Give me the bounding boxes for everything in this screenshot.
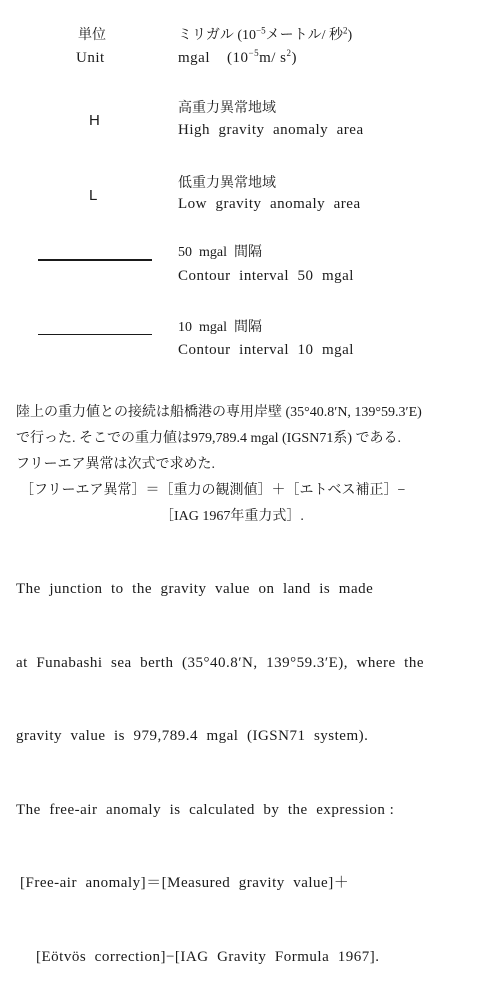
unit-label-jp: 単位	[78, 28, 106, 43]
notes-jp-line: フリーエア異常は次式で求めた.	[16, 457, 215, 472]
unit-value-jp-exp2: 2	[343, 25, 348, 36]
unit-value-en-exp: −5	[248, 48, 260, 58]
unit-value-jp-exp: −5	[256, 25, 266, 36]
unit-value-jp-post: )	[347, 28, 353, 43]
unit-value-en	[178, 50, 297, 67]
contour50-label-jp: 50 mgal 間隔	[178, 245, 262, 260]
low-symbol: L	[89, 187, 98, 204]
unit-value-en-post: )	[291, 50, 298, 66]
high-label-en: High gravity anomaly area	[178, 122, 364, 138]
notes-jp-line: 陸上の重力値との接続は船橋港の専用岸壁 (35°40.8′N, 139°59.3′E)	[16, 405, 422, 420]
contour50-label-en: Contour interval 50 mgal	[178, 268, 354, 284]
notes-en-line: gravity value is 979,789.4 mgal (IGSN71 system).	[16, 728, 369, 744]
notes-jp-line: ［フリーエア異常］＝［重力の観測値］＋［エトベス補正］−	[20, 483, 406, 498]
notes-en	[16, 528, 486, 994]
notes-jp-line: ［IAG 1967年重力式］.	[160, 509, 304, 524]
unit-value-jp	[178, 24, 352, 44]
notes-en-line: at Funabashi sea berth (35°40.8′N, 139°59.3′E), where the	[16, 654, 424, 671]
unit-label-en: Unit	[76, 50, 105, 66]
unit-value-en-pre: mgal (10	[178, 50, 249, 66]
high-symbol: H	[89, 112, 100, 129]
notes-jp-line: で行った. そこでの重力値は979,789.4 mgal (IGSN71系) である.	[16, 431, 401, 446]
contour10-label-jp: 10 mgal 間隔	[178, 320, 262, 335]
contour10-label-en: Contour interval 10 mgal	[178, 342, 354, 358]
unit-value-jp-mid: メートル/ 秒	[265, 28, 343, 43]
unit-value-en-mid: m/ s	[259, 50, 287, 66]
contour-10-line-sample	[38, 334, 152, 335]
unit-value-jp-pre: ミリガル (10	[178, 28, 257, 43]
low-label-jp: 低重力異常地域	[178, 176, 276, 191]
notes-en-line: The junction to the gravity value on land is made	[16, 581, 374, 597]
unit-value-en-exp2: 2	[286, 48, 292, 58]
notes-en-line: [Free-air anomaly]＝[Measured gravity value]＋	[20, 875, 350, 891]
notes-jp	[16, 400, 486, 530]
notes-en-line: The free-air anomaly is calculated by the expression :	[16, 801, 395, 818]
notes-en-line: [Eötvös correction]−[IAG Gravity Formula 1967].	[36, 948, 380, 965]
high-label-jp: 高重力異常地域	[178, 101, 276, 116]
low-label-en: Low gravity anomaly area	[178, 196, 361, 212]
contour-50-line-sample	[38, 259, 152, 261]
